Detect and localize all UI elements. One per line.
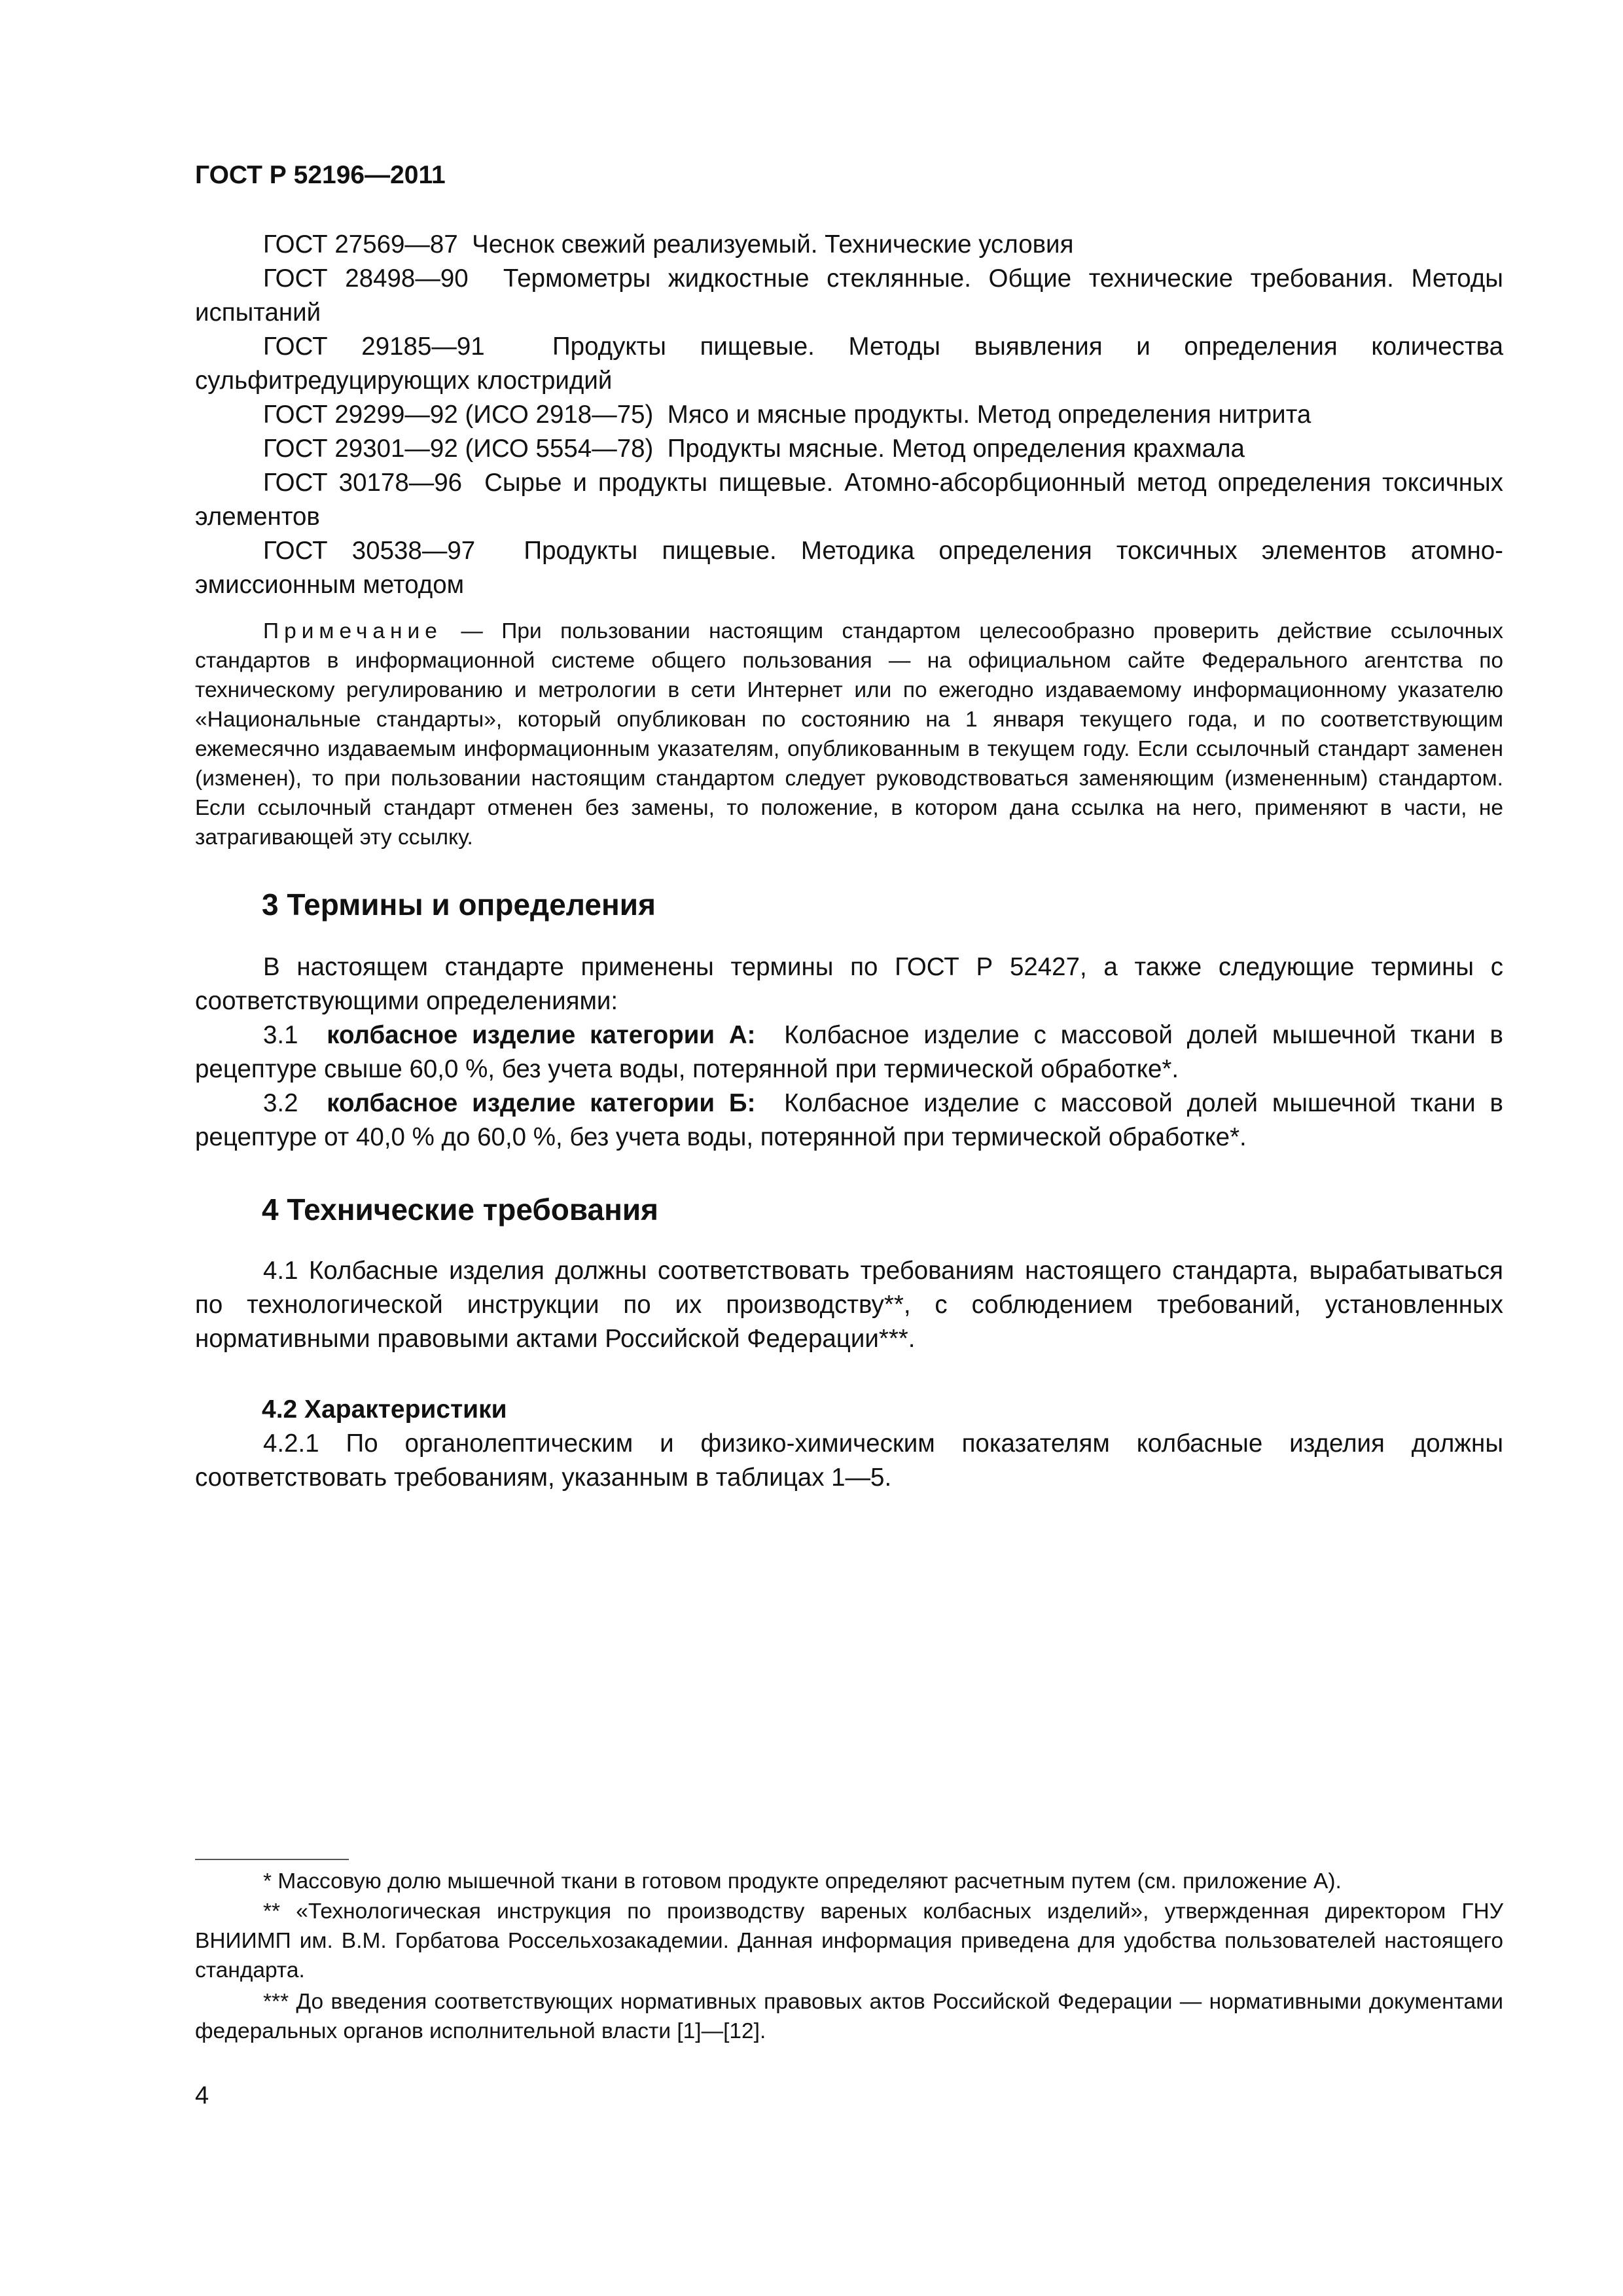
reference-item: ГОСТ 30178—96 Сырье и продукты пищевые. Атомно-абсорбционный метод определения токсичных элементов [195,469,1503,531]
note-text: — При пользовании настоящим стандартом целесообразно проверить действие ссылочных стандартов в информационной системе общего пользования — на официальном сайте Федерального агентства по техническому регулированию и метрологии в сети Интернет или по ежегодно издаваемому информационному указателю «Национальные стандарты», который опубликован по состоянию на 1 января текущего года, и по соответствующим ежемесячно издаваемым информационным указателям, опубликованным в текущем году. Если ссылочный стандарт заменен (изменен), то при пользовании настоящим стандартом следует руководствоваться заменяющим (измененным) стандартом. Если ссылочный стандарт отменен без замены, то положение, в котором дана ссылка на него, применяют в части, не затрагивающей эту ссылку. [195,619,1503,850]
term-name: колбасное изделие категории А: [327,1021,756,1049]
document-id-header: ГОСТ Р 52196—2011 [195,161,446,189]
page-number: 4 [195,2082,209,2109]
reference-item: ГОСТ 27569—87 Чеснок свежий реализуемый. Технические условия [263,230,1074,259]
footnote: ** «Технологическая инструкция по производству вареных колбасных изделий», утвержденная директором ГНУ ВНИИМП им. В.М. Горбатова Россельхозакадемии. Данная информация приведена для удобства пользователей настоящего стандарта. [195,1899,1503,1982]
section-3-heading: 3 Термины и определения [262,888,656,922]
paragraph-4-2-1: 4.2.1 По органолептическим и физико-химическим показателям колбасные изделия должны соответствовать требованиям, указанным в таблицах 1—5. [195,1429,1503,1492]
footnote-separator [195,1859,349,1860]
term-definition: 3.2 колбасное изделие категории Б: Колбасное изделие с массовой долей мышечной ткани в рецептуре от 40,0 % до 60,0 %, без учета воды, потерянной при термической обработке*. [195,1089,1503,1151]
paragraph-4-1: 4.1 Колбасные изделия должны соответствовать требованиям настоящего стандарта, вырабатываться по технологической инструкции по их производству**, с соблюдением требований, установленных нормативными правовыми актами Российской Федерации***. [195,1257,1503,1353]
section-4-heading: 4 Технические требования [262,1193,658,1227]
reference-note [195,617,1503,852]
reference-item: ГОСТ 28498—90 Термометры жидкостные стеклянные. Общие технические требования. Методы испытаний [195,264,1503,327]
section-3-intro: В настоящем стандарте применены термины по ГОСТ Р 52427, а также следующие термины с соответствующими определениями: [195,953,1503,1015]
reference-item: ГОСТ 30538—97 Продукты пищевые. Методика определения токсичных элементов атомно-эмиссионным методом [195,537,1503,599]
reference-item: ГОСТ 29301—92 (ИСО 5554—78) Продукты мясные. Метод определения крахмала [263,435,1245,463]
term-name: колбасное изделие категории Б: [327,1089,756,1117]
subsection-4-2-heading: 4.2 Характеристики [262,1395,507,1424]
term-definition: 3.1 колбасное изделие категории А: Колбасное изделие с массовой долей мышечной ткани в рецептуре свыше 60,0 %, без учета воды, потерянной при термической обработке*. [195,1021,1503,1083]
note-label: Примечание [263,619,442,643]
reference-item: ГОСТ 29185—91 Продукты пищевые. Методы выявления и определения количества сульфитредуцирующих клостридий [195,332,1503,395]
footnote: *** До введения соответствующих нормативных правовых актов Российской Федерации — нормативными документами федеральных органов исполнительной власти [1]—[12]. [195,1990,1503,2043]
reference-item: ГОСТ 29299—92 (ИСО 2918—75) Мясо и мясные продукты. Метод определения нитрита [263,401,1311,429]
footnote: * Массовую долю мышечной ткани в готовом продукте определяют расчетным путем (см. приложение А). [263,1869,1342,1893]
